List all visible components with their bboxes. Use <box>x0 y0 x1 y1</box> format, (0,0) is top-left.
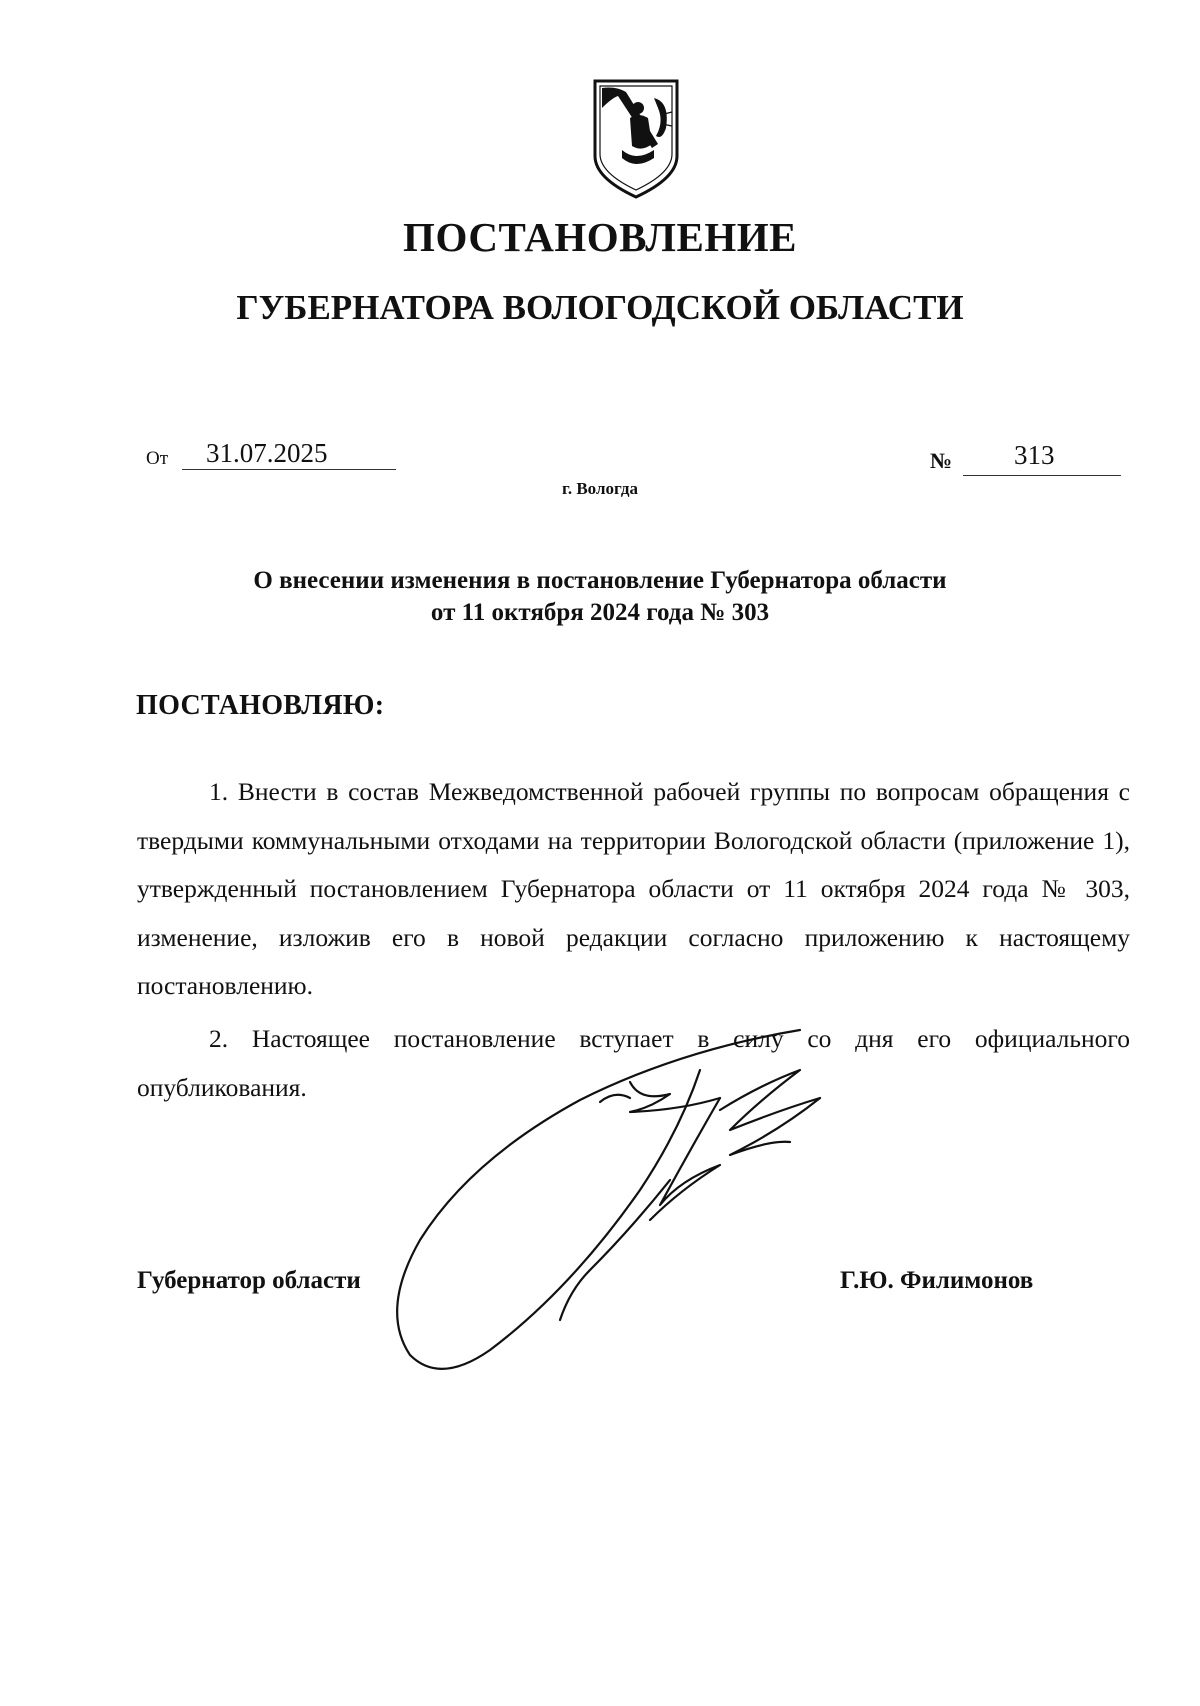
document-title: ПОСТАНОВЛЕНИЕ <box>403 214 797 260</box>
coat-of-arms-icon <box>592 78 680 200</box>
document-date: 31.07.2025 <box>206 438 328 468</box>
document-subject <box>0 565 1200 629</box>
resolve-heading: ПОСТАНОВЛЯЮ: <box>136 690 385 721</box>
subject-line-1: О внесении изменения в постановление Губернатора области <box>253 567 947 594</box>
paragraph-2: 2. Настоящее постановление вступает в силу со дня его официального опубликования. <box>137 1024 1130 1102</box>
signatory-name: Г.Ю. Филимонов <box>840 1267 1034 1294</box>
document-number: 313 <box>1014 440 1055 470</box>
document-issuer: ГУБЕРНАТОРА ВОЛОГОДСКОЙ ОБЛАСТИ <box>236 288 964 327</box>
date-underline <box>182 469 396 470</box>
city: г. Вологда <box>562 479 638 498</box>
signatory-position: Губернатор области <box>137 1267 361 1294</box>
number-label: № <box>930 448 953 473</box>
subject-line-2: от 11 октября 2024 года № 303 <box>430 599 770 626</box>
number-underline <box>963 475 1121 476</box>
date-label: От <box>146 448 169 469</box>
paragraph-1: 1. Внести в состав Межведомственной рабочей группы по вопросам обращения с твердыми коммунальными отходами на территории Вологодской области (приложение 1), утвержденный постановлением Губернатора области от 11 октября 2024 года № 303, изменение, изложив его в новой редакции согласно приложению к настоящему постановлению. <box>137 777 1130 1000</box>
